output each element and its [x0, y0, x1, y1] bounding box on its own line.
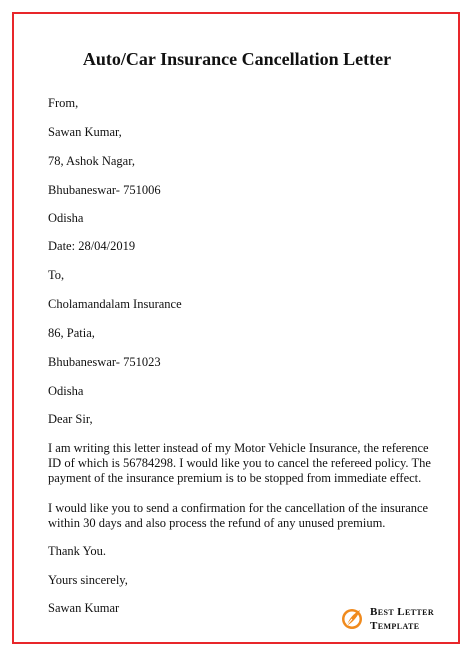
closing-signoff: Yours sincerely,: [48, 573, 128, 587]
quill-pen-icon: [340, 605, 366, 631]
logo-line-1: Best Letter: [370, 606, 435, 618]
from-label: From,: [48, 96, 79, 110]
recipient-name: Cholamandalam Insurance: [48, 297, 182, 311]
signature-name: Sawan Kumar: [48, 601, 120, 615]
sender-address-line2: Bhubaneswar- 751006: [48, 183, 161, 197]
sender-name: Sawan Kumar,: [48, 125, 122, 139]
logo-line-2: Template: [370, 620, 420, 632]
recipient-address-line2: Bhubaneswar- 751023: [48, 355, 161, 369]
logo-wordmark: [370, 605, 434, 633]
sender-address-line1: 78, Ashok Nagar,: [48, 154, 135, 168]
letter-title: Auto/Car Insurance Cancellation Letter: [82, 49, 392, 69]
recipient-state: Odisha: [48, 384, 84, 398]
closing-thanks: Thank You.: [48, 544, 106, 558]
recipient-address-line1: 86, Patia,: [48, 326, 95, 340]
letter-date: Date: 28/04/2019: [48, 239, 136, 253]
to-label: To,: [48, 268, 65, 282]
brand-logo: [340, 603, 450, 637]
body-paragraph-1: I am writing this letter instead of my Motor Vehicle Insurance, the reference ID of which is 56784298. I would like you to cancel the refereed policy. The payment of the insurance premium is to be stopped from immediate effect.: [48, 441, 431, 485]
salutation: Dear Sir,: [48, 412, 93, 426]
sender-state: Odisha: [48, 211, 84, 225]
body-paragraph-2: I would like you to send a confirmation for the cancellation of the insurance within 30 days and also process the refund of any unused premium.: [48, 501, 429, 530]
